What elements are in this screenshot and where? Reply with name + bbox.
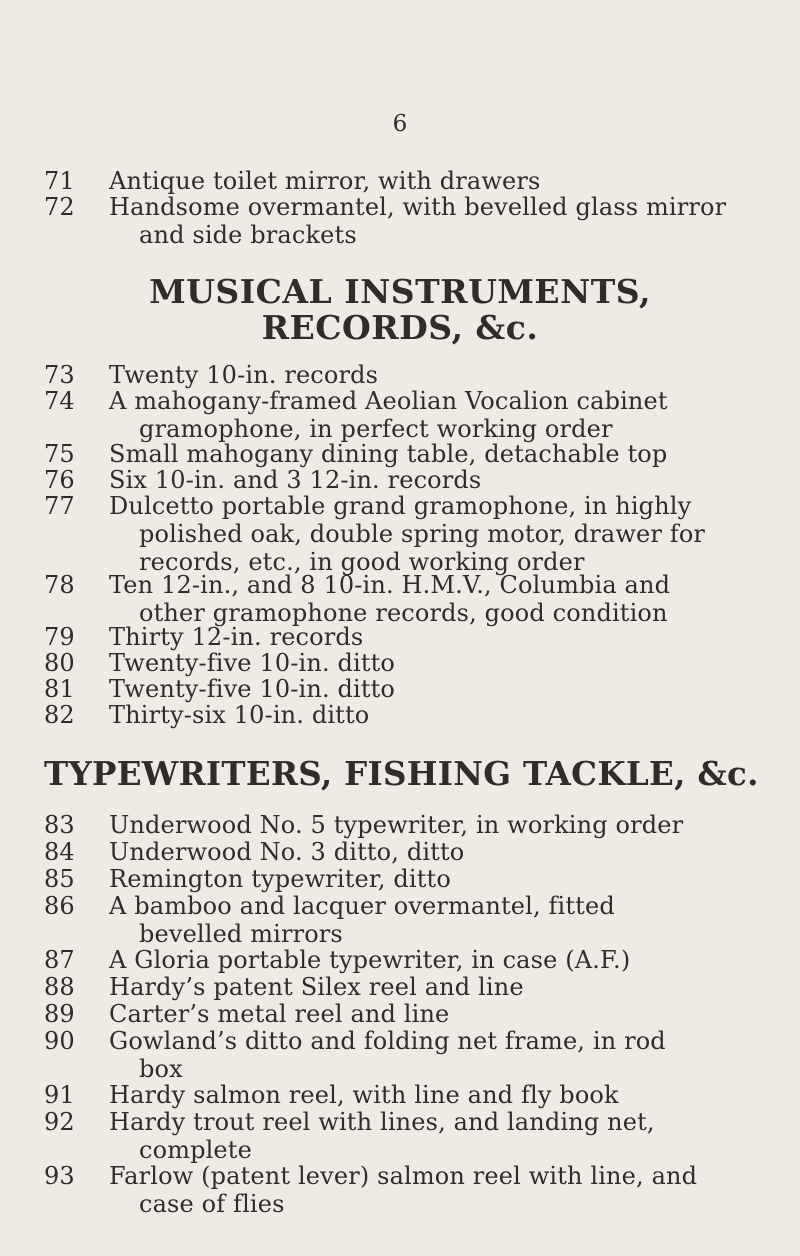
section-heading-records: RECORDS, &c. — [261, 308, 539, 347]
lot-line: Twenty 10-in. records — [109, 361, 379, 389]
page-number: 6 — [392, 111, 408, 137]
lot-description — [109, 701, 799, 729]
lot-line: Small mahogany dining table, detachable top — [109, 440, 668, 468]
lot-line: Thirty 12-in. records — [109, 623, 364, 651]
lot-description — [109, 649, 799, 677]
lot-line: Farlow (patent lever) salmon reel with line, and — [109, 1162, 698, 1190]
lot-description — [109, 623, 799, 651]
lot-line: A mahogany-framed Aeolian Vocalion cabinet — [109, 387, 668, 415]
lot-description — [109, 1027, 799, 1083]
lot-number: 72 — [44, 193, 75, 221]
lot-number: 81 — [44, 675, 75, 703]
lot-number: 73 — [44, 361, 75, 389]
lot-number: 90 — [44, 1027, 75, 1055]
lot-number: 80 — [44, 649, 75, 677]
lot-number: 87 — [44, 946, 75, 974]
lot-description — [109, 361, 799, 389]
lot-description — [109, 571, 799, 627]
lot-line: Gowland’s ditto and folding net frame, in rod — [109, 1027, 666, 1055]
lot-line: Handsome overmantel, with bevelled glass mirror — [109, 193, 727, 221]
lot-number: 83 — [44, 811, 75, 839]
lot-number: 88 — [44, 973, 75, 1001]
lot-line-continued: case of flies — [139, 1190, 285, 1218]
lot-number: 82 — [44, 701, 75, 729]
lot-description — [109, 193, 799, 249]
lot-number: 76 — [44, 466, 75, 494]
lot-number: 74 — [44, 387, 75, 415]
lot-line: Thirty-six 10-in. ditto — [109, 701, 370, 729]
lot-description — [109, 1081, 799, 1109]
lot-line: Dulcetto portable grand gramophone, in highly — [109, 492, 692, 520]
lot-description — [109, 973, 799, 1001]
lot-line: Hardy trout reel with lines, and landing net, — [109, 1108, 655, 1136]
lot-line: Hardy salmon reel, with line and fly book — [109, 1081, 619, 1109]
lot-number: 84 — [44, 838, 75, 866]
lot-line: Underwood No. 3 ditto, ditto — [109, 838, 465, 866]
lot-description — [109, 946, 799, 974]
lot-description — [109, 1108, 799, 1164]
lot-number: 86 — [44, 892, 75, 920]
lot-number: 75 — [44, 440, 75, 468]
lot-description — [109, 440, 799, 468]
lot-number: 77 — [44, 492, 75, 520]
lot-number: 91 — [44, 1081, 75, 1109]
lot-number: 93 — [44, 1162, 75, 1190]
lot-line-continued: gramophone, in perfect working order — [139, 415, 613, 443]
lot-description — [109, 865, 799, 893]
lot-line: Hardy’s patent Silex reel and line — [109, 973, 524, 1001]
lot-description — [109, 892, 799, 948]
lot-line-continued: records, etc., in good working order — [139, 548, 585, 576]
lot-line: Ten 12-in., and 8 10-in. H.M.V., Columbia and — [109, 571, 671, 599]
lot-line: Twenty-five 10-in. ditto — [109, 675, 396, 703]
lot-description — [109, 167, 799, 195]
lot-description — [109, 387, 799, 443]
section-heading-typewriters: TYPEWRITERS, FISHING TACKLE, &c. — [44, 754, 759, 793]
lot-number: 89 — [44, 1000, 75, 1028]
lot-number: 71 — [44, 167, 75, 195]
lot-description — [109, 838, 799, 866]
lot-description — [109, 811, 799, 839]
lot-line: Twenty-five 10-in. ditto — [109, 649, 396, 677]
lot-line-continued: polished oak, double spring motor, drawer for — [139, 520, 706, 548]
lot-description — [109, 675, 799, 703]
lot-number: 85 — [44, 865, 75, 893]
lot-line: A Gloria portable typewriter, in case (A.F.) — [109, 946, 631, 974]
lot-line: Remington typewriter, ditto — [109, 865, 451, 893]
lot-line: A bamboo and lacquer overmantel, fitted — [109, 892, 615, 920]
lot-number: 78 — [44, 571, 75, 599]
lot-line: Underwood No. 5 typewriter, in working order — [109, 811, 684, 839]
lot-number: 79 — [44, 623, 75, 651]
lot-description — [109, 466, 799, 494]
lot-line: Antique toilet mirror, with drawers — [109, 167, 541, 195]
lot-line-continued: other gramophone records, good condition — [139, 599, 668, 627]
lot-number: 92 — [44, 1108, 75, 1136]
lot-description — [109, 492, 799, 576]
lot-description — [109, 1000, 799, 1028]
section-heading-musical-instruments: MUSICAL INSTRUMENTS, — [149, 272, 651, 311]
lot-line: Carter’s metal reel and line — [109, 1000, 450, 1028]
lot-line-continued: complete — [139, 1136, 252, 1164]
lot-line: Six 10-in. and 3 12-in. records — [109, 466, 482, 494]
lot-line-continued: bevelled mirrors — [139, 920, 343, 948]
lot-line-continued: and side brackets — [139, 221, 357, 249]
lot-description — [109, 1162, 799, 1218]
lot-line-continued: box — [139, 1055, 183, 1083]
